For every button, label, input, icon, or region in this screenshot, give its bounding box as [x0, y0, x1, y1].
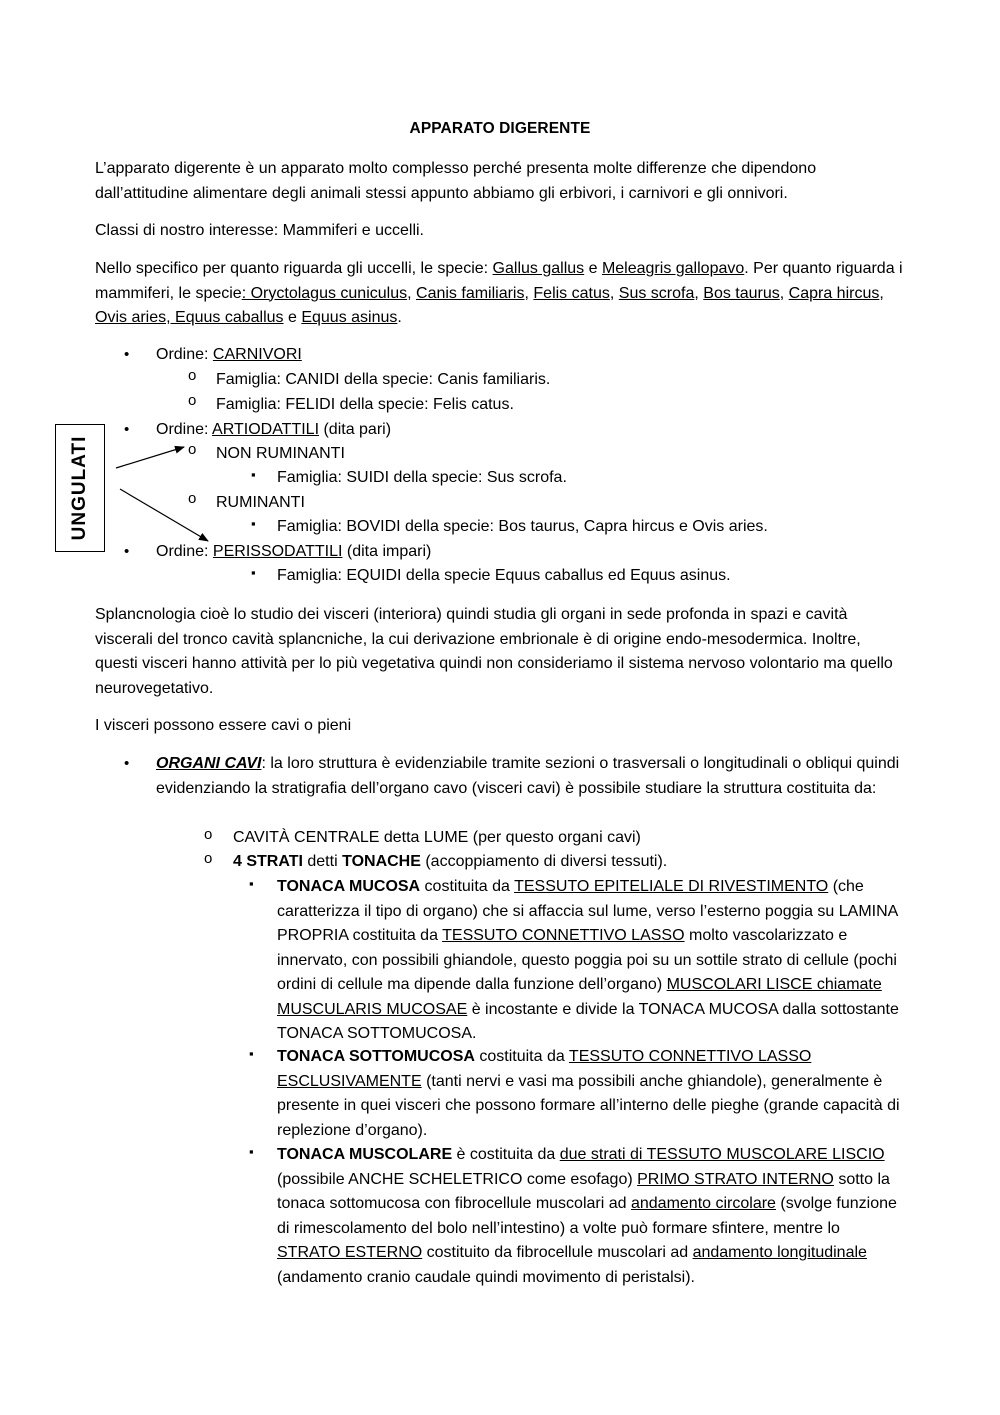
circle-bullet: o — [188, 392, 197, 409]
square-bullet: ▪ — [249, 1144, 254, 1159]
species-oryctolagus: : Oryctolagus cuniculus — [241, 284, 408, 302]
bullet: • — [124, 543, 130, 560]
strati-text: detti — [302, 853, 343, 870]
species-sep: , — [407, 284, 412, 302]
mucosa-text: è incostante e divide la TONACA MUCOSA dalla sottostante TONACA SOTTOMUCOSA. — [277, 1000, 899, 1042]
species-gallus: Gallus gallus — [492, 260, 585, 277]
circle-bullet: o — [188, 367, 197, 384]
mucosa-label: TONACA MUCOSA — [277, 878, 421, 895]
family-suidi: Famiglia: SUIDI della specie: Sus scrofa. — [277, 469, 567, 486]
square-bullet: ▪ — [251, 516, 256, 531]
organi-cavi-label: ORGANI CAVI — [156, 755, 262, 772]
species-ovis-equus: Ovis aries, Equus caballus — [95, 309, 284, 326]
muscolare-underlined: PRIMO STRATO INTERNO — [637, 1170, 834, 1188]
sottomucosa-label: TONACA SOTTOMUCOSA — [277, 1048, 475, 1065]
species-bos: Bos taurus — [703, 284, 780, 302]
family-equidi: Famiglia: EQUIDI della specie Equus caballus ed Equus asinus. — [277, 567, 731, 584]
muscolare-underlined: STRATO ESTERNO — [277, 1244, 423, 1261]
order-name: PERISSODATTILI — [212, 543, 343, 560]
cavita-centrale: CAVITÀ CENTRALE detta LUME (per questo organi cavi) — [233, 829, 641, 846]
order-name: ARTIODATTILI — [212, 421, 320, 438]
sottomucosa-text: costituita da — [474, 1048, 569, 1065]
circle-bullet: o — [204, 850, 213, 867]
muscolare-text: sotto la tonaca sottomucosa con fibrocellule muscolari ad — [277, 1170, 890, 1212]
species-canis: Canis familiaris — [416, 284, 525, 302]
order-label: Ordine: — [156, 346, 213, 363]
species-sus: Sus scrofa — [618, 284, 695, 302]
bullet: • — [124, 421, 130, 438]
order-label: Ordine: — [156, 421, 213, 438]
mucosa-underlined: MUSCOLARI LISCE chiamate MUSCULARIS MUCOSAE — [277, 976, 882, 1018]
mucosa-text: costituita da — [420, 878, 515, 895]
species-sep: , — [694, 284, 699, 302]
species-sep: , — [609, 284, 615, 302]
ungulati-label: UNGULATI — [69, 435, 90, 541]
strati-bold: 4 STRATI — [233, 853, 303, 870]
square-bullet: ▪ — [251, 467, 256, 482]
tonaca-sottomucosa — [277, 1045, 907, 1143]
species-text: . Per quanto riguarda i mammiferi, le specie — [95, 260, 903, 302]
strati-text: (accoppiamento di diversi tessuti). — [420, 853, 668, 870]
tonache-bold: TONACHE — [342, 853, 421, 870]
species-text: e — [584, 260, 602, 277]
square-bullet: ▪ — [251, 565, 256, 580]
order-name: CARNIVORI — [212, 346, 302, 363]
square-bullet: ▪ — [249, 876, 254, 891]
muscolare-label: TONACA MUSCOLARE — [277, 1146, 453, 1163]
muscolare-underlined: andamento circolare — [630, 1195, 776, 1212]
muscolare-text: (possibile ANCHE SCHELETRICO come esofago) — [277, 1170, 638, 1188]
circle-bullet: o — [188, 441, 197, 458]
species-capra: Capra hircus — [788, 284, 880, 302]
species-sep: , — [524, 284, 529, 302]
mucosa-underlined: TESSUTO CONNETTIVO LASSO — [442, 927, 685, 944]
order-note: (dita impari) — [342, 543, 432, 560]
tonaca-mucosa — [277, 875, 907, 1047]
sottomucosa-text: (tanti nervi e vasi ma possibili anche ghiandole), generalmente è presente in quei visceri che possono formare all’interno delle pieghe (grande capacità di replezione d’organo). — [277, 1072, 900, 1139]
splancnologia-paragraph: Splancnologia cioè lo studio dei visceri (interiora) quindi studia gli organi in sede profonda in spazi e cavità viscerali del tronco cavità splancniche, la cui derivazione embrionale è di origine endo-mesodermica. Inoltre, questi visceri hanno attività per lo più vegetativa quindi non consideriamo il sistema nervoso volontario ma quello neurovegetativo. — [95, 606, 893, 697]
family-felidi: Famiglia: FELIDI della specie: Felis catus. — [216, 396, 514, 413]
species-sep: e — [283, 309, 302, 326]
organi-cavi-text: : la loro struttura è evidenziabile tramite sezioni o trasversali o longitudinali o obliqui quindi evidenziando la stratigrafia dell’organo cavo (visceri cavi) è possibile studiare la struttura costituita da: — [156, 755, 900, 797]
arrow-to-perissodattili — [120, 489, 208, 541]
intro-paragraph: L’apparato digerente è un apparato molto complesso perché presenta molte differenze che dipendono dall’attitudine alimentare degli animali stessi appunto abbiamo gli erbivori, i carnivori e gli onnivori. — [95, 160, 817, 202]
quattro-strati — [233, 850, 667, 875]
species-felis: Felis catus — [533, 284, 610, 302]
visceri-paragraph: I visceri possono essere cavi o pieni — [95, 717, 352, 734]
page-title: APPARATO DIGERENTE — [409, 120, 591, 137]
square-bullet: ▪ — [249, 1046, 254, 1061]
species-meleagris: Meleagris gallopavo — [601, 260, 745, 277]
order-label: Ordine: — [156, 543, 213, 560]
family-canidi: Famiglia: CANIDI della specie: Canis familiaris. — [216, 371, 551, 388]
classes-paragraph: Classi di nostro interesse: Mammiferi e uccelli. — [95, 222, 424, 239]
muscolare-text: costituito da fibrocellule muscolari ad — [422, 1244, 693, 1261]
muscolare-text: (andamento cranio caudale quindi movimento di peristalsi). — [277, 1268, 695, 1286]
bullet: • — [124, 755, 130, 772]
species-sep: , — [879, 284, 884, 302]
circle-bullet: o — [204, 826, 213, 843]
tonaca-muscolare — [277, 1143, 907, 1290]
species-sep: . — [397, 309, 402, 326]
family-bovidi: Famiglia: BOVIDI della specie: Bos taurus, Capra hircus e Ovis aries. — [277, 518, 768, 535]
muscolare-underlined: andamento longitudinale — [692, 1244, 867, 1261]
arrow-to-non-ruminanti — [116, 447, 184, 468]
muscolare-text: è costituita da — [452, 1146, 560, 1163]
group-ruminanti: RUMINANTI — [216, 494, 305, 511]
species-text: Nello specifico per quanto riguarda gli uccelli, le specie: — [95, 260, 493, 277]
circle-bullet: o — [188, 490, 197, 507]
species-asinus: Equus asinus — [301, 309, 398, 326]
mucosa-text: molto vascolarizzato e innervato, con possibili ghiandole, questo poggia poi su un sottile strato di cellule (pochi ordini di cellule ma dipende dalla funzione dell’organo) — [277, 927, 897, 993]
order-note: (dita pari) — [319, 421, 392, 438]
species-sep: , — [779, 284, 785, 302]
organi-cavi-item — [156, 752, 906, 801]
mucosa-text: (che caratterizza il tipo di organo) che si affaccia sul lume, verso l’esterno poggia su LAMINA PROPRIA costituita da — [277, 878, 898, 944]
muscolare-underlined: due strati di TESSUTO MUSCOLARE LISCIO — [559, 1146, 885, 1163]
group-non-ruminanti: NON RUMINANTI — [216, 445, 345, 462]
sottomucosa-underlined: TESSUTO CONNETTIVO LASSO ESCLUSIVAMENTE — [277, 1048, 812, 1090]
mucosa-underlined: TESSUTO EPITELIALE DI RIVESTIMENTO — [514, 878, 829, 895]
muscolare-text: (svolge funzione di rimescolamento del bolo nell’intestino) a volte può formare sfintere, mentre lo — [277, 1195, 897, 1237]
bullet: • — [124, 346, 130, 363]
